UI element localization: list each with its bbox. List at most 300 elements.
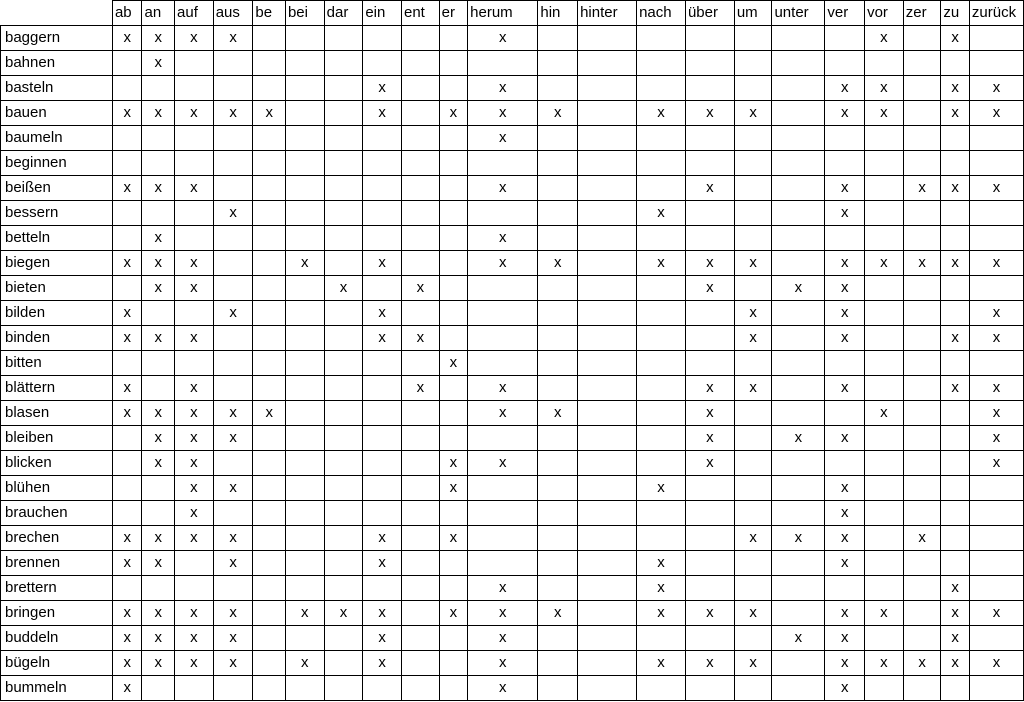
mark-cell: x xyxy=(538,601,578,626)
empty-cell xyxy=(734,576,772,601)
empty-cell xyxy=(175,51,214,76)
empty-cell xyxy=(401,526,439,551)
empty-cell xyxy=(324,51,363,76)
empty-cell xyxy=(324,176,363,201)
mark-cell: x xyxy=(468,176,538,201)
empty-cell xyxy=(439,251,468,276)
empty-cell xyxy=(112,476,142,501)
empty-cell xyxy=(969,126,1023,151)
empty-cell xyxy=(903,676,941,701)
empty-cell xyxy=(637,126,686,151)
empty-cell xyxy=(903,126,941,151)
empty-cell xyxy=(903,326,941,351)
empty-cell xyxy=(865,376,904,401)
mark-cell: x xyxy=(865,76,904,101)
empty-cell xyxy=(175,676,214,701)
empty-cell xyxy=(253,226,286,251)
empty-cell xyxy=(253,26,286,51)
mark-cell: x xyxy=(734,251,772,276)
empty-cell xyxy=(685,351,734,376)
empty-cell xyxy=(538,476,578,501)
empty-cell xyxy=(865,676,904,701)
mark-cell: x xyxy=(825,176,865,201)
empty-cell xyxy=(578,676,637,701)
mark-cell: x xyxy=(142,451,175,476)
column-header: nach xyxy=(637,1,686,26)
empty-cell xyxy=(578,376,637,401)
empty-cell xyxy=(734,226,772,251)
mark-cell: x xyxy=(175,251,214,276)
empty-cell xyxy=(468,476,538,501)
table-row xyxy=(1,376,1024,401)
empty-cell xyxy=(285,551,324,576)
empty-cell xyxy=(903,276,941,301)
empty-cell xyxy=(637,426,686,451)
empty-cell xyxy=(734,401,772,426)
mark-cell: x xyxy=(734,376,772,401)
empty-cell xyxy=(969,26,1023,51)
empty-cell xyxy=(578,501,637,526)
corner-cell xyxy=(1,1,113,26)
empty-cell xyxy=(175,551,214,576)
mark-cell: x xyxy=(112,651,142,676)
empty-cell xyxy=(969,351,1023,376)
empty-cell xyxy=(401,576,439,601)
empty-cell xyxy=(825,126,865,151)
empty-cell xyxy=(941,526,970,551)
table-row xyxy=(1,326,1024,351)
empty-cell xyxy=(734,476,772,501)
empty-cell xyxy=(175,351,214,376)
empty-cell xyxy=(903,576,941,601)
verb-label: blicken xyxy=(1,451,113,476)
mark-cell: x xyxy=(112,551,142,576)
empty-cell xyxy=(324,201,363,226)
empty-cell xyxy=(825,401,865,426)
empty-cell xyxy=(363,151,402,176)
empty-cell xyxy=(734,626,772,651)
empty-cell xyxy=(468,276,538,301)
empty-cell xyxy=(538,651,578,676)
mark-cell: x xyxy=(112,676,142,701)
mark-cell: x xyxy=(401,276,439,301)
header-row xyxy=(1,1,1024,26)
mark-cell: x xyxy=(969,401,1023,426)
empty-cell xyxy=(903,376,941,401)
mark-cell: x xyxy=(363,601,402,626)
empty-cell xyxy=(439,201,468,226)
column-header: herum xyxy=(468,1,538,26)
empty-cell xyxy=(363,476,402,501)
mark-cell: x xyxy=(363,651,402,676)
mark-cell: x xyxy=(825,101,865,126)
empty-cell xyxy=(112,451,142,476)
empty-cell xyxy=(969,526,1023,551)
empty-cell xyxy=(324,501,363,526)
mark-cell: x xyxy=(865,601,904,626)
empty-cell xyxy=(468,301,538,326)
empty-cell xyxy=(941,676,970,701)
empty-cell xyxy=(175,576,214,601)
empty-cell xyxy=(401,126,439,151)
empty-cell xyxy=(401,476,439,501)
empty-cell xyxy=(439,26,468,51)
empty-cell xyxy=(734,276,772,301)
empty-cell xyxy=(903,151,941,176)
empty-cell xyxy=(363,501,402,526)
empty-cell xyxy=(578,351,637,376)
mark-cell: x xyxy=(772,276,825,301)
column-header: auf xyxy=(175,1,214,26)
empty-cell xyxy=(578,451,637,476)
mark-cell: x xyxy=(969,301,1023,326)
empty-cell xyxy=(685,626,734,651)
mark-cell: x xyxy=(685,176,734,201)
column-header: ab xyxy=(112,1,142,26)
empty-cell xyxy=(253,201,286,226)
mark-cell: x xyxy=(685,601,734,626)
empty-cell xyxy=(865,626,904,651)
column-header: ent xyxy=(401,1,439,26)
empty-cell xyxy=(734,176,772,201)
empty-cell xyxy=(637,376,686,401)
empty-cell xyxy=(324,676,363,701)
mark-cell: x xyxy=(468,401,538,426)
mark-cell: x xyxy=(637,601,686,626)
empty-cell xyxy=(285,226,324,251)
empty-cell xyxy=(538,351,578,376)
empty-cell xyxy=(213,576,253,601)
empty-cell xyxy=(253,301,286,326)
empty-cell xyxy=(969,201,1023,226)
empty-cell xyxy=(285,351,324,376)
empty-cell xyxy=(213,351,253,376)
empty-cell xyxy=(865,501,904,526)
empty-cell xyxy=(401,226,439,251)
empty-cell xyxy=(941,226,970,251)
empty-cell xyxy=(578,426,637,451)
empty-cell xyxy=(142,76,175,101)
mark-cell: x xyxy=(112,101,142,126)
mark-cell: x xyxy=(969,376,1023,401)
empty-cell xyxy=(578,26,637,51)
empty-cell xyxy=(578,301,637,326)
mark-cell: x xyxy=(468,601,538,626)
mark-cell: x xyxy=(175,101,214,126)
empty-cell xyxy=(363,401,402,426)
empty-cell xyxy=(285,451,324,476)
mark-cell: x xyxy=(439,526,468,551)
empty-cell xyxy=(213,151,253,176)
table-row xyxy=(1,501,1024,526)
empty-cell xyxy=(324,626,363,651)
empty-cell xyxy=(142,676,175,701)
mark-cell: x xyxy=(142,176,175,201)
mark-cell: x xyxy=(112,301,142,326)
mark-cell: x xyxy=(734,601,772,626)
empty-cell xyxy=(969,676,1023,701)
empty-cell xyxy=(142,151,175,176)
mark-cell: x xyxy=(941,576,970,601)
empty-cell xyxy=(285,51,324,76)
empty-cell xyxy=(637,301,686,326)
empty-cell xyxy=(772,151,825,176)
column-header: zer xyxy=(903,1,941,26)
table-row xyxy=(1,476,1024,501)
table-row xyxy=(1,226,1024,251)
mark-cell: x xyxy=(213,426,253,451)
empty-cell xyxy=(253,576,286,601)
table-row xyxy=(1,651,1024,676)
mark-cell: x xyxy=(865,251,904,276)
mark-cell: x xyxy=(734,301,772,326)
empty-cell xyxy=(578,201,637,226)
column-header: be xyxy=(253,1,286,26)
empty-cell xyxy=(538,51,578,76)
empty-cell xyxy=(903,76,941,101)
mark-cell: x xyxy=(142,526,175,551)
mark-cell: x xyxy=(685,376,734,401)
mark-cell: x xyxy=(903,526,941,551)
mark-cell: x xyxy=(825,276,865,301)
empty-cell xyxy=(865,426,904,451)
empty-cell xyxy=(865,476,904,501)
empty-cell xyxy=(903,301,941,326)
empty-cell xyxy=(903,401,941,426)
empty-cell xyxy=(175,76,214,101)
mark-cell: x xyxy=(112,626,142,651)
verb-label: bügeln xyxy=(1,651,113,676)
mark-cell: x xyxy=(175,176,214,201)
empty-cell xyxy=(685,76,734,101)
mark-cell: x xyxy=(175,501,214,526)
empty-cell xyxy=(685,301,734,326)
empty-cell xyxy=(772,476,825,501)
verb-label: basteln xyxy=(1,76,113,101)
empty-cell xyxy=(538,301,578,326)
empty-cell xyxy=(363,51,402,76)
empty-cell xyxy=(253,501,286,526)
empty-cell xyxy=(112,276,142,301)
empty-cell xyxy=(213,176,253,201)
empty-cell xyxy=(685,51,734,76)
empty-cell xyxy=(538,226,578,251)
empty-cell xyxy=(401,201,439,226)
empty-cell xyxy=(903,351,941,376)
column-header: zurück xyxy=(969,1,1023,26)
empty-cell xyxy=(578,226,637,251)
empty-cell xyxy=(285,76,324,101)
empty-cell xyxy=(401,26,439,51)
verb-label: binden xyxy=(1,326,113,351)
verb-label: brauchen xyxy=(1,501,113,526)
empty-cell xyxy=(734,26,772,51)
mark-cell: x xyxy=(865,26,904,51)
empty-cell xyxy=(772,226,825,251)
empty-cell xyxy=(941,501,970,526)
mark-cell: x xyxy=(175,376,214,401)
mark-cell: x xyxy=(825,201,865,226)
mark-cell: x xyxy=(685,451,734,476)
empty-cell xyxy=(401,501,439,526)
column-header: hinter xyxy=(578,1,637,26)
empty-cell xyxy=(439,551,468,576)
empty-cell xyxy=(253,451,286,476)
mark-cell: x xyxy=(637,251,686,276)
empty-cell xyxy=(112,76,142,101)
verb-label: blühen xyxy=(1,476,113,501)
table-row xyxy=(1,151,1024,176)
empty-cell xyxy=(538,76,578,101)
table-row xyxy=(1,551,1024,576)
empty-cell xyxy=(253,51,286,76)
empty-cell xyxy=(865,451,904,476)
empty-cell xyxy=(685,676,734,701)
table-row xyxy=(1,576,1024,601)
empty-cell xyxy=(285,501,324,526)
mark-cell: x xyxy=(175,26,214,51)
mark-cell: x xyxy=(142,601,175,626)
empty-cell xyxy=(685,526,734,551)
verb-label: beginnen xyxy=(1,151,113,176)
verb-label: baggern xyxy=(1,26,113,51)
empty-cell xyxy=(213,251,253,276)
empty-cell xyxy=(213,451,253,476)
mark-cell: x xyxy=(969,326,1023,351)
empty-cell xyxy=(439,51,468,76)
empty-cell xyxy=(439,301,468,326)
empty-cell xyxy=(637,276,686,301)
empty-cell xyxy=(772,551,825,576)
empty-cell xyxy=(578,551,637,576)
empty-cell xyxy=(538,526,578,551)
mark-cell: x xyxy=(772,526,825,551)
mark-cell: x xyxy=(538,401,578,426)
mark-cell: x xyxy=(685,251,734,276)
empty-cell xyxy=(772,501,825,526)
mark-cell: x xyxy=(439,601,468,626)
empty-cell xyxy=(253,151,286,176)
table-row xyxy=(1,201,1024,226)
empty-cell xyxy=(578,476,637,501)
mark-cell: x xyxy=(142,651,175,676)
empty-cell xyxy=(253,276,286,301)
table-row xyxy=(1,26,1024,51)
mark-cell: x xyxy=(941,251,970,276)
empty-cell xyxy=(439,576,468,601)
empty-cell xyxy=(772,651,825,676)
verb-label: bleiben xyxy=(1,426,113,451)
empty-cell xyxy=(734,201,772,226)
mark-cell: x xyxy=(969,601,1023,626)
empty-cell xyxy=(363,26,402,51)
empty-cell xyxy=(825,351,865,376)
empty-cell xyxy=(112,351,142,376)
empty-cell xyxy=(363,176,402,201)
empty-cell xyxy=(637,451,686,476)
empty-cell xyxy=(324,426,363,451)
empty-cell xyxy=(578,51,637,76)
column-header: hin xyxy=(538,1,578,26)
empty-cell xyxy=(439,126,468,151)
empty-cell xyxy=(941,276,970,301)
empty-cell xyxy=(538,126,578,151)
verb-label: bringen xyxy=(1,601,113,626)
mark-cell: x xyxy=(142,551,175,576)
empty-cell xyxy=(685,226,734,251)
mark-cell: x xyxy=(941,101,970,126)
empty-cell xyxy=(439,426,468,451)
mark-cell: x xyxy=(213,301,253,326)
empty-cell xyxy=(175,151,214,176)
mark-cell: x xyxy=(363,251,402,276)
empty-cell xyxy=(865,201,904,226)
empty-cell xyxy=(112,151,142,176)
empty-cell xyxy=(213,501,253,526)
mark-cell: x xyxy=(941,626,970,651)
empty-cell xyxy=(253,651,286,676)
mark-cell: x xyxy=(941,651,970,676)
empty-cell xyxy=(941,201,970,226)
mark-cell: x xyxy=(825,601,865,626)
empty-cell xyxy=(439,151,468,176)
mark-cell: x xyxy=(142,51,175,76)
mark-cell: x xyxy=(213,601,253,626)
empty-cell xyxy=(865,301,904,326)
empty-cell xyxy=(538,201,578,226)
mark-cell: x xyxy=(734,326,772,351)
empty-cell xyxy=(772,176,825,201)
mark-cell: x xyxy=(941,26,970,51)
empty-cell xyxy=(468,351,538,376)
empty-cell xyxy=(865,326,904,351)
mark-cell: x xyxy=(637,476,686,501)
empty-cell xyxy=(903,451,941,476)
mark-cell: x xyxy=(213,26,253,51)
empty-cell xyxy=(903,226,941,251)
empty-cell xyxy=(175,301,214,326)
mark-cell: x xyxy=(538,101,578,126)
table-row xyxy=(1,426,1024,451)
mark-cell: x xyxy=(142,276,175,301)
empty-cell xyxy=(253,326,286,351)
empty-cell xyxy=(439,501,468,526)
empty-cell xyxy=(401,651,439,676)
mark-cell: x xyxy=(825,651,865,676)
empty-cell xyxy=(772,601,825,626)
empty-cell xyxy=(903,476,941,501)
empty-cell xyxy=(363,276,402,301)
empty-cell xyxy=(112,201,142,226)
mark-cell: x xyxy=(112,26,142,51)
empty-cell xyxy=(685,126,734,151)
empty-cell xyxy=(734,501,772,526)
empty-cell xyxy=(401,626,439,651)
mark-cell: x xyxy=(468,626,538,651)
empty-cell xyxy=(324,476,363,501)
mark-cell: x xyxy=(213,626,253,651)
mark-cell: x xyxy=(285,601,324,626)
empty-cell xyxy=(941,551,970,576)
empty-cell xyxy=(903,426,941,451)
empty-cell xyxy=(285,626,324,651)
empty-cell xyxy=(578,576,637,601)
empty-cell xyxy=(685,26,734,51)
mark-cell: x xyxy=(903,251,941,276)
mark-cell: x xyxy=(285,251,324,276)
empty-cell xyxy=(865,276,904,301)
empty-cell xyxy=(285,101,324,126)
